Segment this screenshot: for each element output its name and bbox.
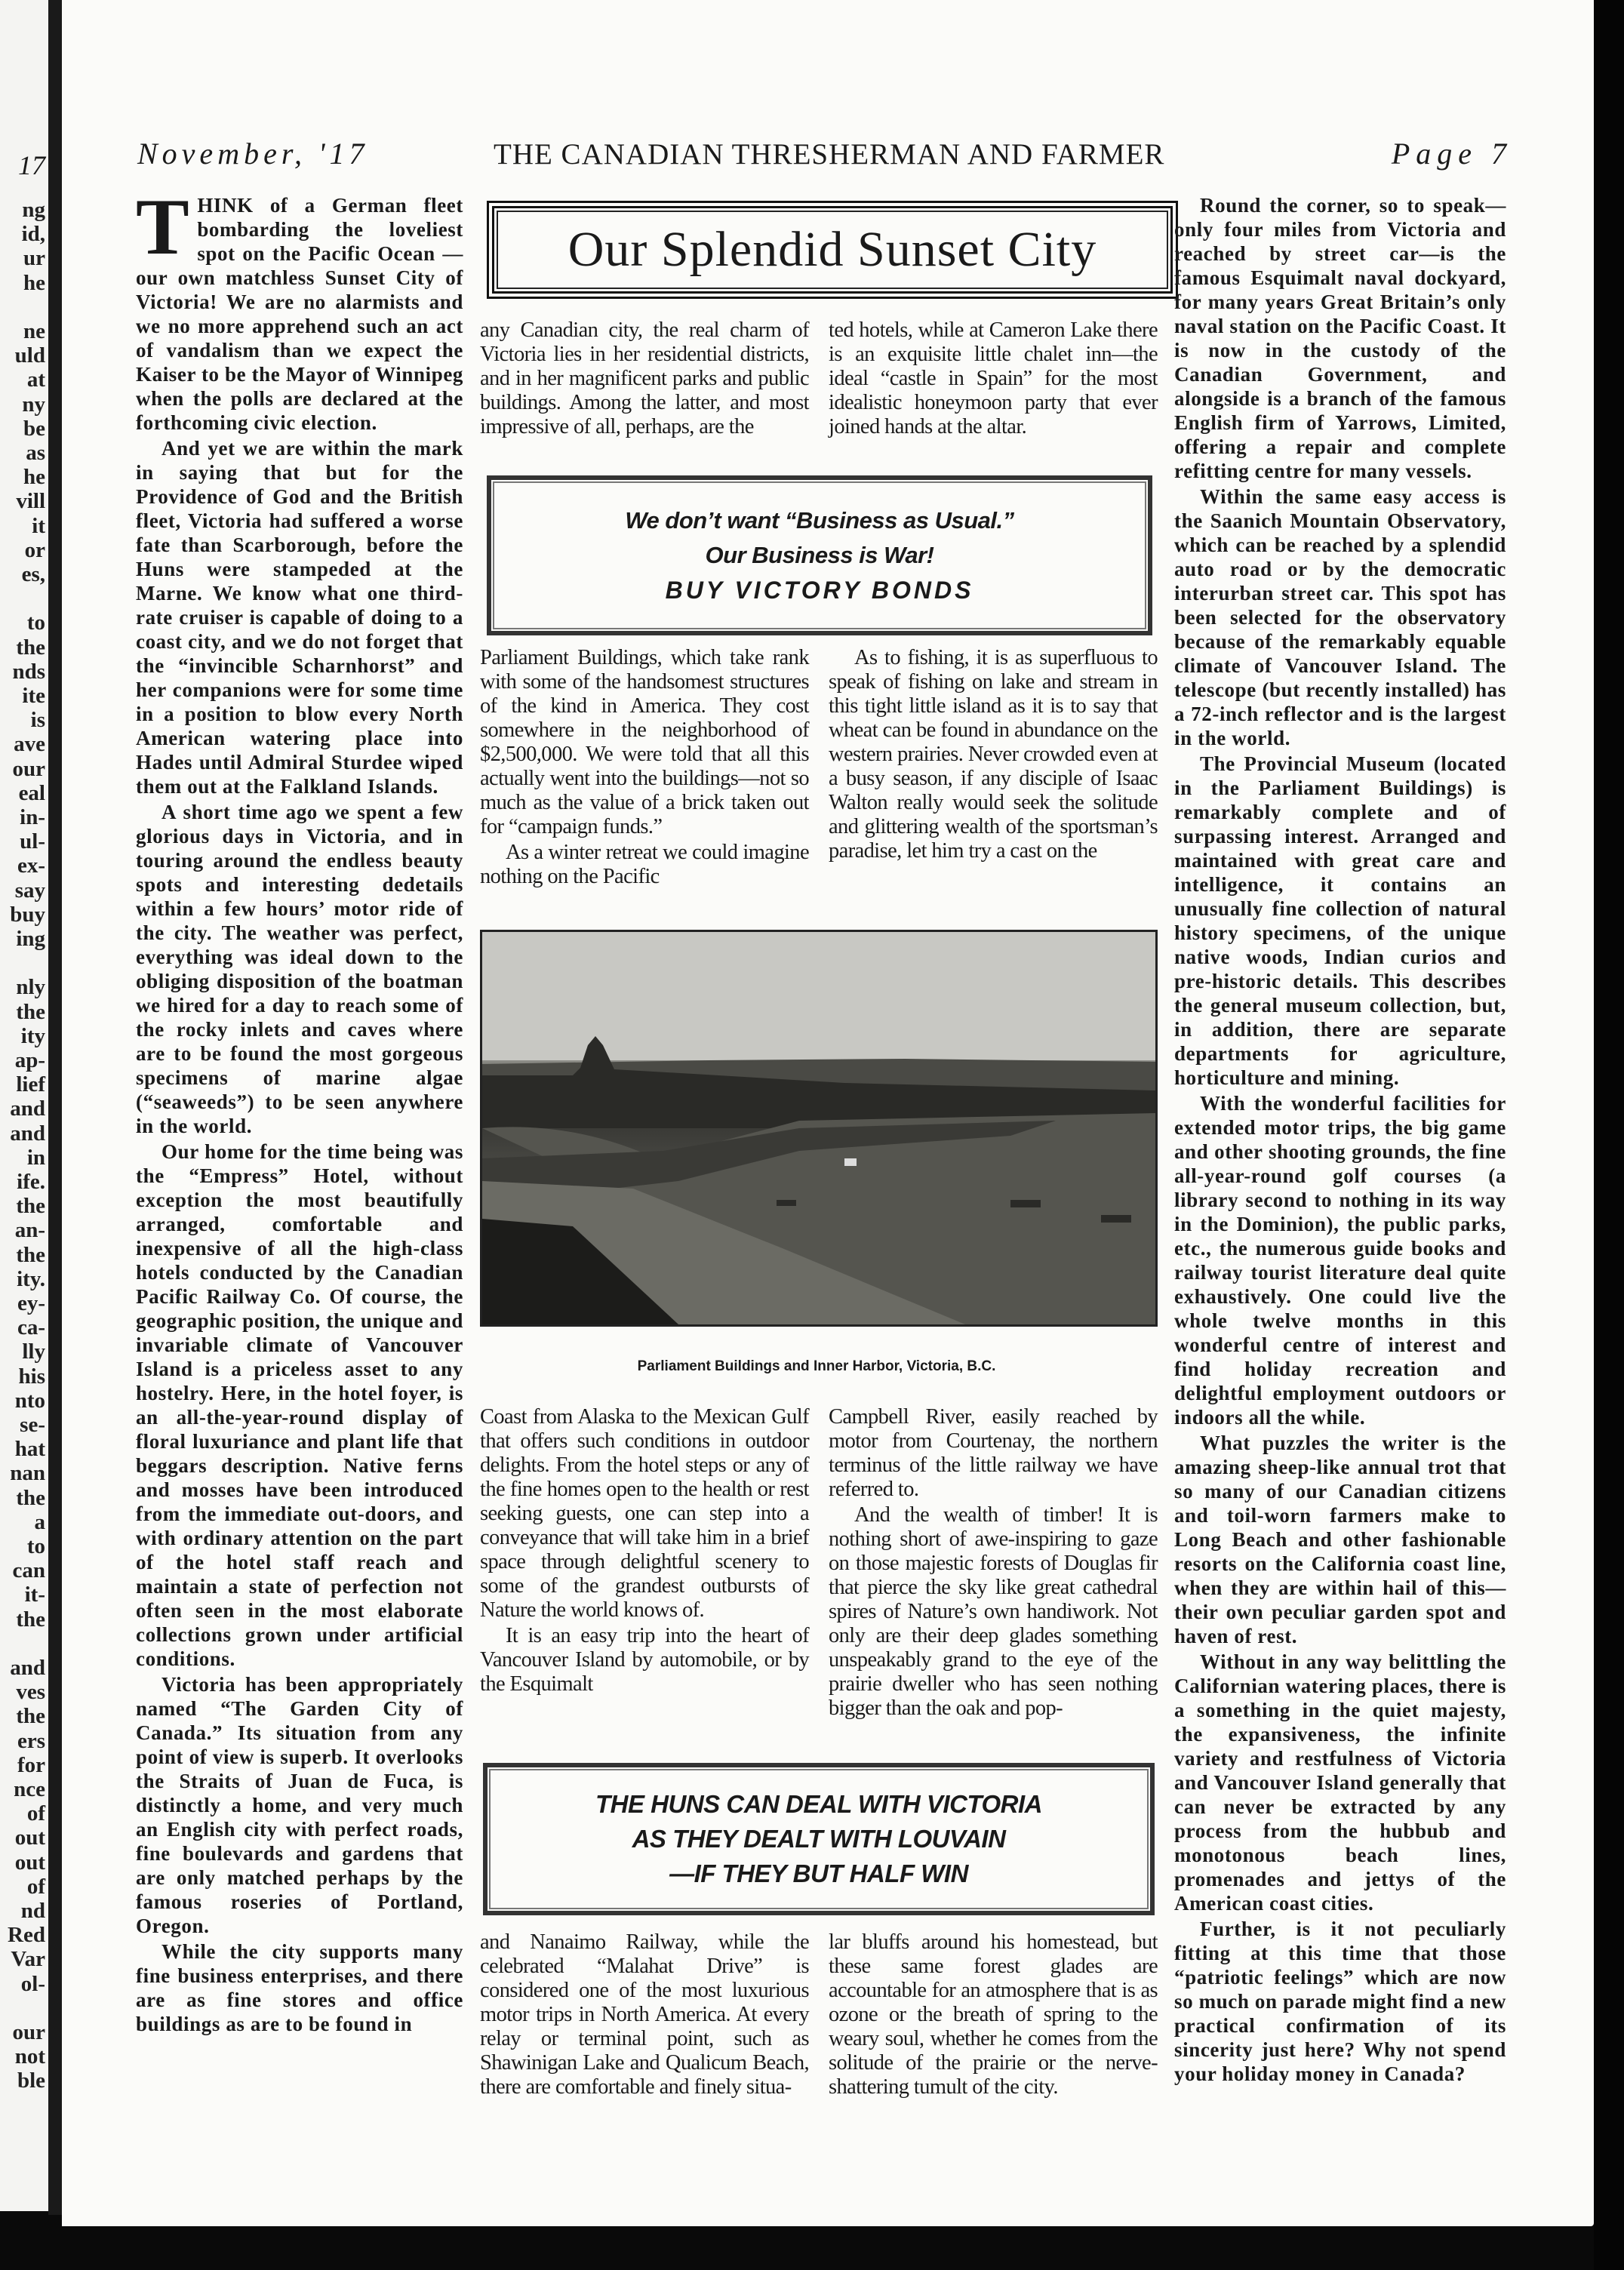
- issue-date: November, '17: [137, 137, 369, 171]
- article-column-1: [136, 183, 463, 2036]
- previous-page-text-fragment: it: [32, 513, 45, 538]
- previous-page-text-fragment: ny: [22, 392, 45, 417]
- previous-page-text-fragment: our: [12, 2020, 45, 2044]
- article-column-4: [1174, 193, 1506, 2086]
- ad-line: AS THEY DEALT WITH LOUVAIN: [632, 1825, 1006, 1853]
- victory-bonds-ad: [487, 475, 1152, 635]
- previous-page-text-fragment: ur: [23, 246, 45, 271]
- previous-page-text-fragment: ol-: [20, 1971, 45, 1996]
- paragraph: Our home for the time being was the “Empress” Hotel, without exception the most beautifully arranged, comfortable and inexpensive of all the high-class hotels conducted by the Canadian Pacific Railway Co. Of course, the geographic position, the unique and invariable climate of Vancouver Island is a priceless asset to any hostelry. Here, in the hotel foyer, is an all-the-year-round display of floral luxuriance and plant life that beggars description. Native ferns and mosses have been introduced from the immediate out-doors, and with ordinary attention on the part of the hotel staff reach and maintain a state of perfection not often seen in the most elaborate collections grown under artificial conditions.: [136, 1140, 463, 1670]
- previous-page-text-fragment: buy: [10, 902, 45, 927]
- previous-page-text-fragment: he: [23, 465, 45, 490]
- previous-page-text-fragment: as: [26, 441, 45, 465]
- boat: [1101, 1215, 1131, 1223]
- previous-page-text-fragment: the: [16, 1704, 45, 1729]
- harbor-photo-drawing: [482, 932, 1155, 1324]
- previous-page-text-fragment: vill: [16, 489, 45, 514]
- previous-page-text-fragment: of: [26, 1874, 45, 1899]
- previous-page-text-fragment: ap-: [14, 1048, 45, 1072]
- previous-page-text-fragment: eal: [18, 780, 45, 805]
- paragraph: With the wonderful facilities for extended motor trips, the big game and other shooting grounds, the fine all-year-round golf courses (a library second to nothing in its way in the Dominion), the public parks, etc., the numerous guide books and railway tourist literature deal quite exhaustively. One could live the whole twelve months in this wonderful centre of interest and find holiday recreation and delightful employment outdoors or indoors all the while.: [1174, 1092, 1506, 1429]
- previous-page-text-fragment: lly: [22, 1340, 45, 1364]
- paragraph: ted hotels, while at Cameron Lake there is an exquisite little chalet inn—the ideal “castle in Spain” for the most idealistic honeymoon party that ever joined hands at the altar.: [829, 318, 1158, 438]
- article-column-3-top: [829, 318, 1158, 439]
- ad-line: THE HUNS CAN DEAL WITH VICTORIA: [595, 1790, 1042, 1818]
- previous-page-text-fragment: our: [12, 756, 45, 781]
- previous-page-text-fragment: be: [23, 416, 45, 441]
- previous-page-text-fragment: ave: [14, 732, 45, 757]
- previous-page-text-fragment: es,: [21, 562, 45, 586]
- previous-page-text-fragment: ing: [16, 927, 45, 951]
- previous-page-text-fragment: Var: [11, 1947, 45, 1972]
- running-header: [137, 136, 1518, 181]
- paragraph: Campbell River, easily reached by motor from Courtenay, the northern terminus of the little railway we have referred to.: [829, 1405, 1158, 1501]
- previous-page-fragment: [0, 0, 48, 2211]
- previous-page-text-fragment: can: [12, 1558, 45, 1583]
- previous-page-text-fragment: nly: [16, 975, 45, 1000]
- previous-page-text-fragment: ne: [23, 319, 45, 343]
- paragraph: Further, is it not peculiarly fitting at this time that those “patriotic feelings” which are now so much on parade might find a new practical confirmation of its sincerity just here? Why not spend your holiday money in Canada?: [1174, 1918, 1506, 2085]
- article-column-3-bottom: [829, 1930, 1158, 2099]
- previous-page-text-fragment: ble: [17, 2069, 45, 2093]
- previous-page-text-fragment: Red: [8, 1923, 45, 1948]
- photo-caption: Parliament Buildings and Inner Harbor, Victoria, B.C.: [637, 1358, 996, 1374]
- previous-page-text-fragment: in-: [20, 805, 45, 829]
- previous-page-text-fragment: to: [26, 1534, 45, 1558]
- article-column-2-lower: [480, 1405, 809, 1696]
- previous-page-text-fragment: nd: [20, 1899, 45, 1923]
- previous-page-text-fragment: or: [24, 537, 45, 562]
- previous-page-text-fragment: at: [26, 368, 45, 392]
- previous-page-text-fragment: out: [14, 1850, 45, 1875]
- previous-page-text-fragment: and: [10, 1121, 45, 1146]
- paragraph: While the city supports many fine business enterprises, and there are as fine stores and office buildings as are to be found in: [136, 1940, 463, 2035]
- paragraph: and Nanaimo Railway, while the celebrated “Malahat Drive” is considered one of the most luxurious motor trips in North America. At every relay or terminal point, such as Shawinigan Lake and Qualicum Beach, there are comfortable and finely situa-: [480, 1930, 809, 2099]
- paragraph: Within the same easy access is the Saanich Mountain Observatory, which can be reached by a splendid auto road or by the democratic interurban street car. This spot has been selected for the observatory because of the remarkably equable climate of Vancouver Island. The telescope (but recently installed) has a 72-inch reflector and is the largest in the world.: [1174, 485, 1506, 749]
- article-column-2-bottom: [480, 1930, 809, 2099]
- previous-page-text-fragment: uld: [14, 343, 45, 368]
- paragraph: And the wealth of timber! It is nothing short of awe-inspiring to gaze on those majestic forests of Douglas fir that pierce the sky like great cathedral spires of Nature’s own handiwork. Not only are their deep glades something unspeakably grand to the eye of the prairie dweller who has seen nothing bigger than the oak and pop-: [829, 1503, 1158, 1720]
- article-column-3-middle: [829, 646, 1158, 863]
- previous-page-text-fragment: ex-: [17, 854, 45, 878]
- paragraph: A short time ago we spent a few glorious days in Victoria, and in touring around the endless beauty spots and interesting dedetails within a few hours’ motor ride of the city. The weather was perfect, everything was ideal down to the obliging disposition of the boatman we hired for a day to reach some of the rocky inlets and caves where are to be found the most gorgeous specimens of marine algae (“seaweeds”) to be seen anywhere in the world.: [136, 801, 463, 1137]
- previous-page-text-fragment: ity: [20, 1023, 45, 1048]
- previous-page-text-fragment: ers: [17, 1728, 45, 1753]
- paragraph: lar bluffs around his homestead, but these same forest glades are accountable for an atmosphere that is as ozone or the breath of spring to the weary soul, whether he comes from the solitude of the prairie or the nerve-shattering tumult of the city.: [829, 1930, 1158, 2099]
- previous-page-text-fragment: of: [26, 1801, 45, 1826]
- ad-line: We don’t want “Business as Usual.”: [625, 507, 1014, 534]
- previous-page-text-fragment: to: [26, 611, 45, 635]
- drop-cap: T: [136, 183, 190, 271]
- previous-page-text-fragment: in: [26, 1145, 45, 1170]
- paragraph: any Canadian city, the real charm of Victoria lies in her residential districts, and in her magnificent parks and public buildings. Among the latter, and most impressive of all, perhaps, are the: [480, 318, 809, 438]
- paragraph: As a winter retreat we could imagine nothing on the Pacific: [480, 841, 809, 888]
- previous-page-text-fragment: is: [30, 708, 45, 733]
- previous-page-text-fragment: for: [17, 1752, 45, 1777]
- previous-page-text-fragment: a: [34, 1509, 45, 1534]
- previous-page-text-fragment: ul-: [20, 829, 45, 854]
- previous-page-text-fragment: nce: [14, 1777, 45, 1801]
- ad-line: BUY VICTORY BONDS: [665, 577, 974, 604]
- previous-page-text-fragment: ife.: [17, 1170, 45, 1194]
- previous-page-text-fragment: se-: [20, 1413, 45, 1437]
- previous-page-text-fragment: it-: [24, 1583, 45, 1607]
- previous-page-text-fragment: ite: [22, 684, 45, 708]
- page-number: Page 7: [1391, 137, 1512, 171]
- previous-page-text-fragment: the: [16, 1242, 45, 1267]
- article-column-3-lower: [829, 1405, 1158, 1721]
- article-title-box: [487, 201, 1178, 299]
- boat: [844, 1158, 857, 1166]
- paragraph: Without in any way belittling the Californian watering places, there is a something in the quiet majesty, the expansiveness, the infinite variety and restfulness of Victoria and Vancouver Island generally that can never be extracted by any process from the hubbub and monotonous beach lines, promenades and jettys of the American coast cities.: [1174, 1650, 1506, 1915]
- previous-page-text-fragment: ves: [16, 1680, 45, 1705]
- previous-page-text-fragment: not: [14, 2044, 45, 2069]
- previous-page-text-fragment: nto: [14, 1388, 45, 1413]
- paragraph: THINK of a German fleet bombarding the loveliest spot on the Pacific Ocean —our own matchless Sunset City of Victoria! We are no alarmists and we no more apprehend such an act of vandalism than we expect the Kaiser to be the Mayor of Winnipeg when the polls are declared at the forthcoming civic election.: [136, 183, 463, 434]
- scan-edge: [1594, 0, 1624, 2270]
- paragraph: And yet we are within the mark in saying that but for the Providence of God and the British fleet, Victoria had suffered a worse fate than Scarborough, before the Huns were stampeded at the Marne. We know what one third-rate cruiser is capable of doing to a coast city, and we do not forget that the “invincible Scharnhorst” and her companions were for some time in a position to blow every North American watering place into Hades until Admiral Sturdee wiped them out at the Falkland Islands.: [136, 437, 463, 798]
- paragraph: What puzzles the writer is the amazing sheep-like annual trot that so many of our Canadian citizens and toil-worn farmers make to Long Beach and other fashionable resorts on the California coast line, when they are within hail of this—their own peculiar garden spot and haven of rest.: [1174, 1432, 1506, 1647]
- previous-page-text-fragment: he: [23, 270, 45, 295]
- paragraph: Parliament Buildings, which take rank with some of the handsomest structures of the kind in America. They cost somewhere in the neighborhood of $2,500,000. We were told that all this actually went into the buildings—not so much as the value of a brick taken out for “campaign funds.”: [480, 646, 809, 838]
- previous-page-text-fragment: an-: [14, 1218, 45, 1243]
- huns-warning-ad: [483, 1763, 1155, 1915]
- page-gutter: [48, 0, 62, 2215]
- previous-page-text-fragment: ey-: [17, 1291, 45, 1315]
- previous-page-text-fragment: the: [16, 999, 45, 1024]
- previous-page-text-fragment: say: [14, 878, 45, 903]
- paragraph: Round the corner, so to speak—only four miles from Victoria and reached by street car—is the famous Esquimalt naval dockyard, for many years Great Britain’s only naval station on the Pacific Coast. It is now in the custody of the Canadian Government, and alongside is a branch of the famous English firm of Yarrows, Limited, offering a repair and complete refitting centre for many vessels.: [1174, 194, 1506, 482]
- previous-page-text-fragment: nan: [10, 1461, 45, 1486]
- previous-page-text-fragment: the: [16, 1607, 45, 1632]
- previous-page-text-fragment: hat: [14, 1437, 45, 1462]
- paragraph: As to fishing, it is as superfluous to speak of fishing on lake and stream in this tight little island as it is to say that wheat can be found in abundance on the western prairies. Never crowded even at a busy season, if any disciple of Isaac Walton really would seek the solitude and glittering wealth of the sportsman’s paradise, let him try a cast on the: [829, 646, 1158, 863]
- previous-page-text-fragment: ca-: [17, 1315, 45, 1340]
- previous-page-text-fragment: his: [18, 1364, 45, 1389]
- previous-page-text-fragment: nds: [12, 659, 45, 684]
- previous-page-folio: 17: [18, 150, 45, 180]
- previous-page-text-fragment: and: [10, 1656, 45, 1680]
- ad-line: Our Business is War!: [705, 542, 934, 568]
- previous-page-text-fragment: ity.: [17, 1266, 45, 1291]
- paragraph: It is an easy trip into the heart of Vancouver Island by automobile, or by the Esquimalt: [480, 1624, 809, 1696]
- paragraph: Coast from Alaska to the Mexican Gulf that offers such conditions in outdoor delights. From the hotel steps or any of the fine homes open to the health or rest seeking guests, one can step into a conveyance that will take him in a brief space through delightful scenery to some of the grandest outbursts of Nature the world knows of.: [480, 1405, 809, 1622]
- article-title: Our Splendid Sunset City: [567, 222, 1097, 277]
- previous-page-text-fragment: the: [16, 1485, 45, 1510]
- boat: [777, 1200, 796, 1206]
- ad-line: —IF THEY BUT HALF WIN: [669, 1859, 968, 1887]
- previous-page-text-fragment: out: [14, 1826, 45, 1850]
- publication-title: THE CANADIAN THRESHERMAN AND FARMER: [494, 138, 1165, 171]
- boat: [1010, 1200, 1041, 1207]
- article-column-2-middle: [480, 646, 809, 889]
- paragraph: Victoria has been appropriately named “The Garden City of Canada.” Its situation from any point of view is superb. It overlooks the Straits of Juan de Fuca, is distinctly a home, and very much an English city with perfect roads, fine boulevards and gardens that are only matched perhaps by the famous roseries of Portland, Oregon.: [136, 1673, 463, 1937]
- paragraph: The Provincial Museum (located in the Parliament Buildings) is remarkably complete and of surpassing interest. Arranged and maintained with great care and intelligence, it contains an unusually fine collection of natural history specimens, of the unique native woods, Indian curios and pre-historic details. This describes the general museum collection, but, in addition, there are separate departments for agriculture, horticulture and mining.: [1174, 752, 1506, 1089]
- previous-page-text-fragment: id,: [21, 222, 45, 247]
- previous-page-text-fragment: lief: [16, 1072, 45, 1097]
- previous-page-text-fragment: ng: [22, 198, 45, 222]
- article-column-2-top: [480, 318, 809, 439]
- previous-page-text-fragment: and: [10, 1097, 45, 1121]
- harbor-photograph: [480, 930, 1158, 1327]
- sky: [482, 932, 1155, 1060]
- previous-page-text-fragment: the: [16, 635, 45, 660]
- previous-page-text-fragment: the: [16, 1194, 45, 1219]
